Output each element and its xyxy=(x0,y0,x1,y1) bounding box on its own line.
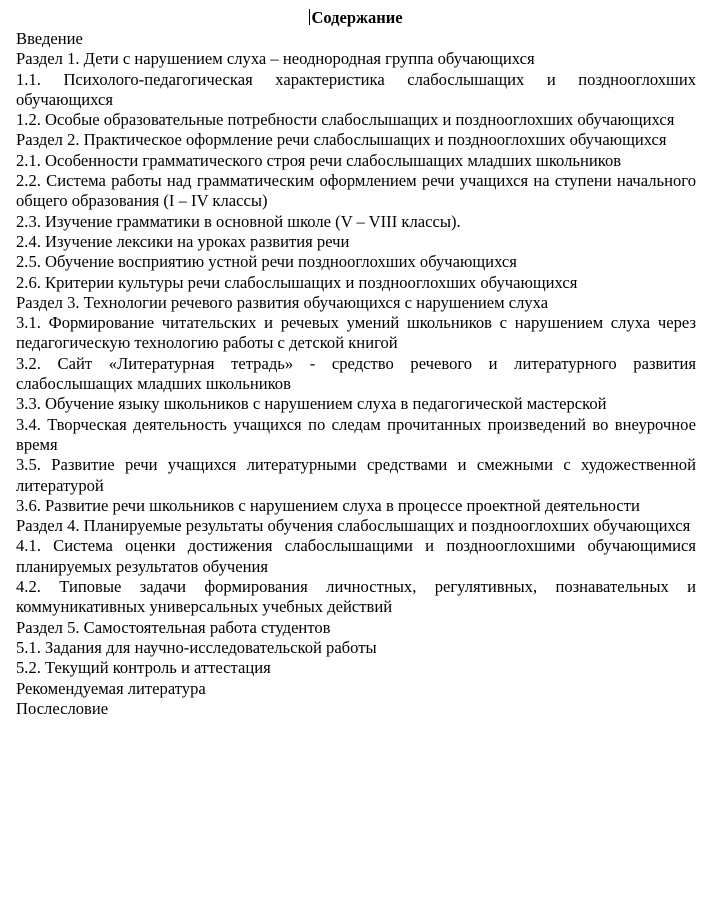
toc-entry-introduction: Введение xyxy=(16,29,83,48)
toc-entry-5-2: 5.2. Текущий контроль и аттестация xyxy=(16,658,271,678)
toc-entry-4-1: 4.1. Система оценки достижения слабослышащими и позднооглохшими обучающимися планируемых результатов обучения xyxy=(16,536,696,576)
toc-entry-2-2: 2.2. Система работы над грамматическим оформлением речи учащихся на ступени начального общего образования (I – IV классы) xyxy=(16,171,696,211)
toc-entry-section-2: Раздел 2. Практическое оформление речи слабослышащих и позднооглохших обучающихся xyxy=(16,130,667,150)
toc-entry-5-1: 5.1. Задания для научно-исследовательской работы xyxy=(16,637,377,657)
toc-entry-3-5: 3.5. Развитие речи учащихся литературными средствами и смежными с художественной литературой xyxy=(16,455,696,495)
toc-entry-section-5: Раздел 5. Самостоятельная работа студентов xyxy=(16,617,331,637)
toc-entry-1-2: 1.2. Особые образовательные потребности слабослышащих и позднооглохших обучающихся xyxy=(16,110,675,130)
toc-entry-4-2: 4.2. Типовые задачи формирования личностных, регулятивных, познавательных и коммуникативных универсальных учебных действий xyxy=(16,577,696,617)
toc-entry-2-5: 2.5. Обучение восприятию устной речи позднооглохших обучающихся xyxy=(16,252,517,272)
toc-entry-afterword: Послесловие xyxy=(16,698,109,718)
toc-entry-recommended-literature: Рекомендуемая литература xyxy=(16,678,206,698)
toc-entry-3-6: 3.6. Развитие речи школьников с нарушением слуха в процессе проектной деятельности xyxy=(16,495,640,515)
toc-entry-2-3: 2.3. Изучение грамматики в основной школе (V – VIII классы). xyxy=(16,211,461,231)
toc-title: Содержание xyxy=(311,8,403,27)
toc-entry-3-1: 3.1. Формирование читательских и речевых умений школьников с нарушением слуха через педагогическую технологию работы с детской книгой xyxy=(16,313,696,353)
toc-entry-section-1: Раздел 1. Дети с нарушением слуха – неоднородная группа обучающихся xyxy=(16,49,535,69)
table-of-contents xyxy=(16,8,696,719)
toc-heading-row xyxy=(16,8,696,28)
toc-entry-section-3: Раздел 3. Технологии речевого развития обучающихся с нарушением слуха xyxy=(16,292,549,312)
toc-entry-3-3: 3.3. Обучение языку школьников с нарушением слуха в педагогической мастерской xyxy=(16,394,607,414)
toc-entry-3-4: 3.4. Творческая деятельность учащихся по следам прочитанных произведений во внеурочное время xyxy=(16,414,696,454)
toc-entry-1-1: 1.1. Психолого-педагогическая характеристика слабослышащих и позднооглохших обучающихся xyxy=(16,69,696,109)
toc-entry-2-1: 2.1. Особенности грамматического строя речи слабослышащих младших школьников xyxy=(16,150,622,170)
toc-entry-section-4: Раздел 4. Планируемые результаты обучения слабослышащих и позднооглохших обучающихся xyxy=(16,516,691,536)
toc-entry-3-2: 3.2. Сайт «Литературная тетрадь» - средство речевого и литературного развития слабослышащих младших школьников xyxy=(16,353,696,394)
toc-entry-2-6: 2.6. Критерии культуры речи слабослышащих и позднооглохших обучающихся xyxy=(16,272,578,292)
toc-entry-2-4: 2.4. Изучение лексики на уроках развития речи xyxy=(16,231,350,251)
